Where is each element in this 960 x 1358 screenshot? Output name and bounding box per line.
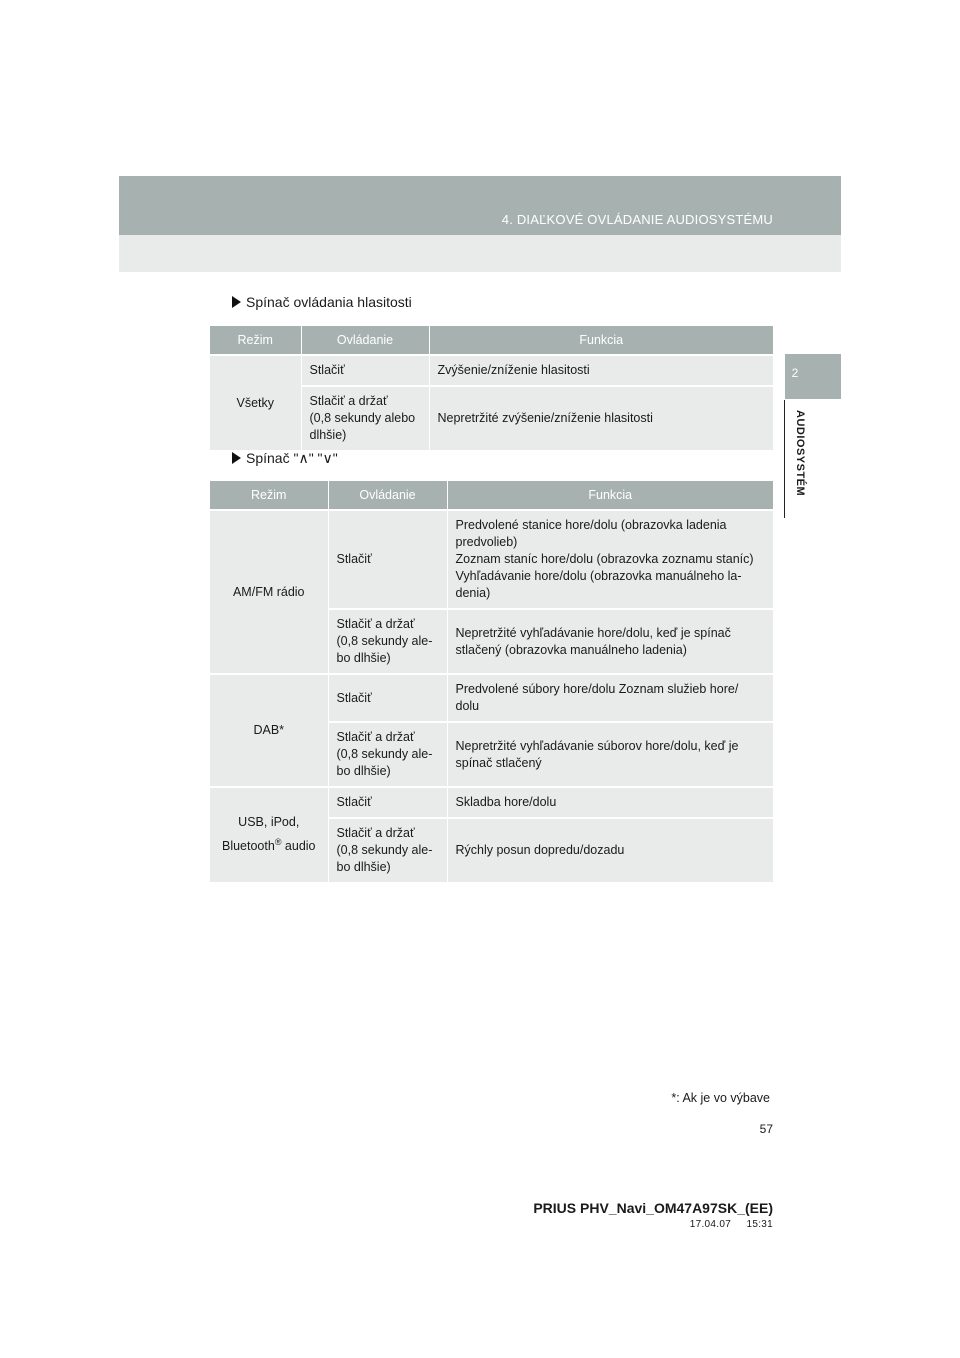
operation-cell: Stlačiť a držať (0,8 sekundy ale- bo dlhšie) xyxy=(328,609,447,674)
registered-mark: ® xyxy=(274,837,282,848)
operation-cell: Stlačiť xyxy=(328,787,447,818)
mode-line xyxy=(218,834,320,855)
volume-section-title-text: Spínač ovládania hlasitosti xyxy=(246,294,412,310)
column-header-function: Funkcia xyxy=(429,326,773,355)
column-header-mode: Režim xyxy=(210,481,328,510)
function-cell: Skladba hore/dolu xyxy=(447,787,773,818)
column-header-mode: Režim xyxy=(210,326,301,355)
mode-cell: AM/FM rádio xyxy=(210,510,328,674)
page-header-title: 4. DIAĽKOVÉ OVLÁDANIE AUDIOSYSTÉMU xyxy=(501,212,773,227)
chapter-number: 2 xyxy=(791,366,799,380)
document-code: PRIUS PHV_Navi_OM47A97SK_(EE) xyxy=(533,1200,773,1216)
operation-cell: Stlačiť a držať (0,8 sekundy ale- bo dlhšie) xyxy=(328,722,447,787)
function-cell: Nepretržité vyhľadávanie hore/dolu, keď je spínač stlačený (obrazovka manuálneho ladenia) xyxy=(447,609,773,674)
footnote: *: Ak je vo výbave xyxy=(671,1091,770,1105)
mode-line: USB, iPod, xyxy=(238,815,300,830)
mode-cell: Všetky xyxy=(210,355,301,450)
table-row xyxy=(210,510,773,609)
mode-cell: DAB* xyxy=(210,674,328,787)
mode-text: audio xyxy=(281,839,316,854)
chapter-label: AUDIOSYSTÉM xyxy=(794,410,806,497)
updown-section-title-text: Spínač "∧" "∨" xyxy=(246,450,338,466)
function-cell: Predvolené stanice hore/dolu (obrazovka ladenia predvolieb) Zoznam staníc hore/dolu (obrazovka zoznamu staníc) Vyhľadávanie hore/dolu (obrazovka manuálneho la- denia) xyxy=(447,510,773,609)
mode-text: Bluetooth xyxy=(221,839,275,854)
function-cell: Predvolené súbory hore/dolu Zoznam služieb hore/ dolu xyxy=(447,674,773,722)
operation-cell: Stlačiť a držať (0,8 sekundy alebo dlhšie) xyxy=(301,386,429,450)
print-timestamp: 17.04.07 15:31 xyxy=(689,1219,773,1230)
operation-cell: Stlačiť a držať (0,8 sekundy ale- bo dlhšie) xyxy=(328,818,447,882)
function-cell: Nepretržité zvýšenie/zníženie hlasitosti xyxy=(429,386,773,450)
function-cell: Rýchly posun dopredu/dozadu xyxy=(447,818,773,882)
table-row xyxy=(210,355,773,386)
table-row xyxy=(210,674,773,722)
column-header-operation: Ovládanie xyxy=(301,326,429,355)
function-cell: Zvýšenie/zníženie hlasitosti xyxy=(429,355,773,386)
volume-table xyxy=(210,326,773,450)
updown-section-title xyxy=(232,450,338,467)
operation-cell: Stlačiť xyxy=(328,510,447,609)
page-number: 57 xyxy=(759,1122,773,1136)
volume-section-title xyxy=(232,294,412,310)
triangle-bullet-icon xyxy=(232,296,241,308)
updown-table xyxy=(210,481,773,882)
operation-cell: Stlačiť xyxy=(301,355,429,386)
function-cell: Nepretržité vyhľadávanie súborov hore/dolu, keď je spínač stlačený xyxy=(447,722,773,787)
triangle-bullet-icon xyxy=(232,452,241,464)
mode-cell xyxy=(210,787,328,882)
chapter-divider xyxy=(784,400,785,518)
table-row xyxy=(210,787,773,818)
operation-cell: Stlačiť xyxy=(328,674,447,722)
column-header-operation: Ovládanie xyxy=(328,481,447,510)
column-header-function: Funkcia xyxy=(447,481,773,510)
